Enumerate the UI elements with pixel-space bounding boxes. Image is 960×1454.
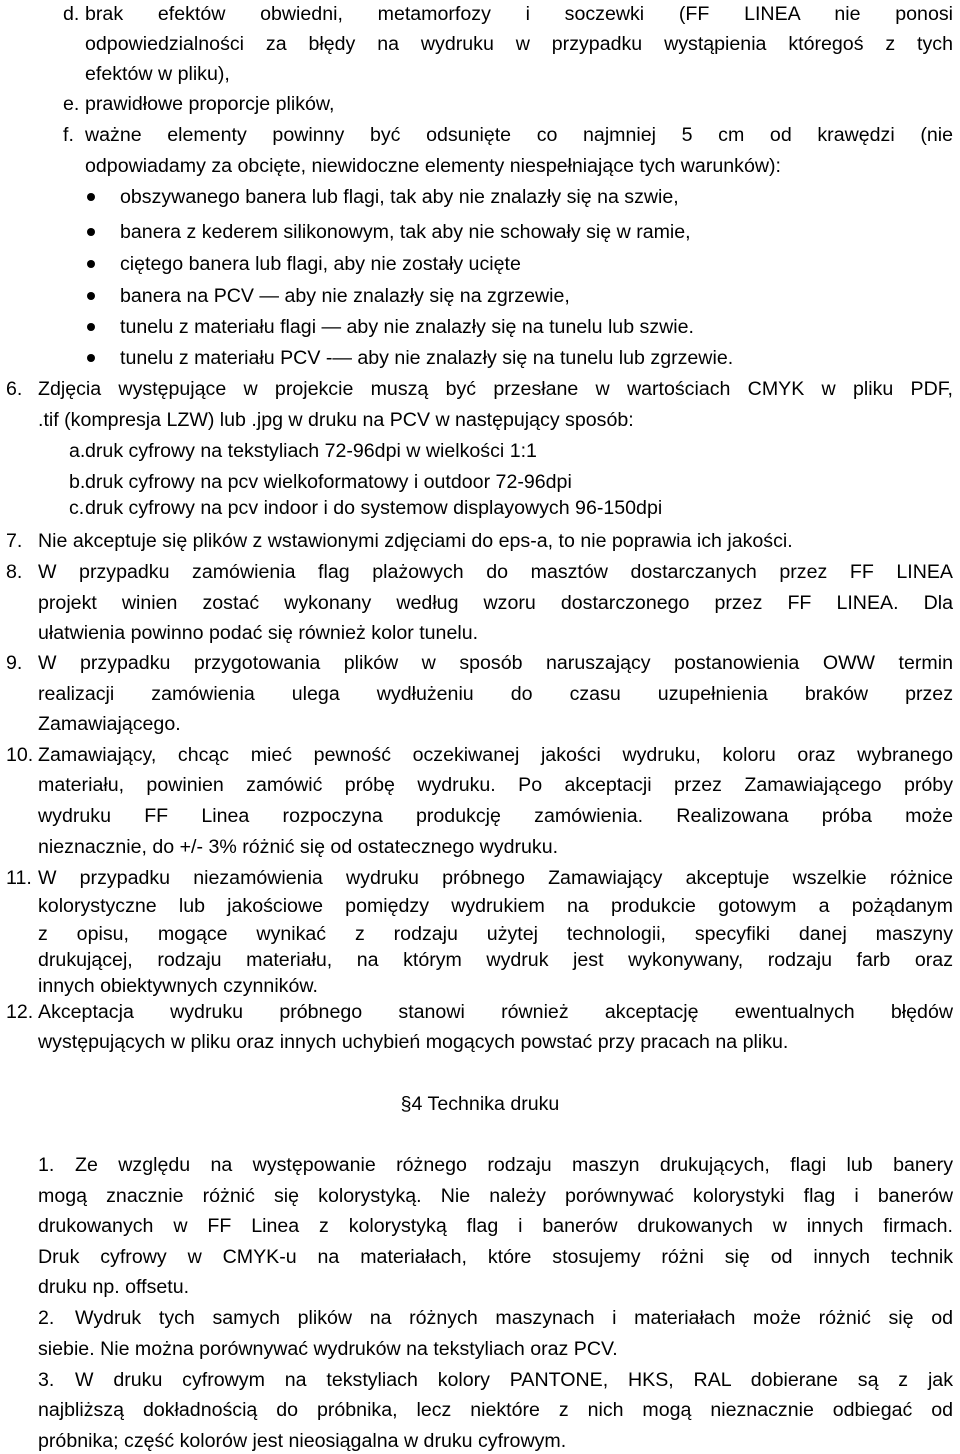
- list-item-text: odpowiedzialności za błędy na wydruku w przypadku wystąpienia któregoś z tych: [85, 33, 953, 55]
- list-item-text: odpowiadamy za obcięte, niewidoczne elementy niespełniające tych warunków):: [85, 155, 781, 177]
- item-number: 12.: [6, 1001, 34, 1023]
- item-number: 6.: [6, 378, 23, 400]
- list-item-text: brak efektów obwiedni, metamorfozy i soczewki (FF LINEA nie ponosi: [85, 3, 953, 25]
- tech-text: Druk cyfrowy w CMYK-u na materiałach, które stosujemy różni się od innych technik: [38, 1246, 953, 1268]
- item-text: wydruku FF Linea rozpoczyna produkcję zamówienia. Realizowana próba może: [38, 805, 953, 827]
- bullet-text: ciętego banera lub flagi, aby nie zostały ucięte: [120, 253, 521, 275]
- bullet-icon: [87, 323, 95, 331]
- item-text: Nie akceptuje się plików z wstawionymi zdjęciami do eps-a, to nie poprawia ich jakości.: [38, 530, 793, 552]
- item-text: projekt winien zostać wykonany według wzoru dostarczonego przez FF LINEA. Dla: [38, 592, 953, 614]
- list-marker: d.: [63, 3, 80, 25]
- item-text: Akceptacja wydruku próbnego stanowi również akceptację ewentualnych błędów: [38, 1001, 953, 1023]
- item-number: 11.: [6, 867, 32, 889]
- item-number: b.: [69, 471, 86, 493]
- tech-number: 2.: [38, 1307, 55, 1329]
- bullet-text: tunelu z materiału PCV -— aby nie znalazły się na tunelu lub zgrzewie.: [120, 347, 734, 369]
- tech-text: mogą znacznie różnić się kolorystyką. Nie należy porównywać kolorystyki flag i banerów: [38, 1185, 953, 1207]
- item-text: kolorystyczne lub jakościowe pomiędzy wydrukiem na produkcie gotowym a pożądanym: [38, 895, 953, 917]
- item-number: a.: [69, 440, 86, 462]
- bullet-text: banera na PCV — aby nie znalazły się na zgrzewie,: [120, 285, 570, 307]
- item-number: 10.: [6, 744, 34, 766]
- bullet-icon: [87, 354, 95, 362]
- tech-text: Ze względu na występowanie różnego rodzaju maszyn drukujących, flagi lub banery: [75, 1154, 953, 1176]
- item-text: materiału, powinien zamówić próbę wydruku. Po akceptacji przez Zamawiającego próby: [38, 774, 953, 796]
- list-marker: f.: [63, 124, 74, 146]
- item-text: Zamawiający, chcąc mieć pewność oczekiwanej jakości wydruku, koloru oraz wybranego: [38, 744, 953, 766]
- bullet-text: obszywanego banera lub flagi, tak aby nie znalazły się na szwie,: [120, 186, 679, 208]
- bullet-icon: [87, 228, 95, 236]
- item-text: Zamawiającego.: [38, 713, 181, 735]
- tech-text: Wydruk tych samych plików na różnych maszynach i materiałach może różnić się od: [75, 1307, 953, 1329]
- tech-text: drukowanych w FF Linea z kolorystyką flag i banerów drukowanych w innych firmach.: [38, 1215, 953, 1237]
- item-text: z opisu, mogące wynikać z rodzaju użytej technologii, specyfiki danej maszyny: [38, 923, 953, 945]
- list-marker: e.: [63, 93, 80, 115]
- tech-text: najbliższą dokładnością do próbnika, lecz niektóre z nich mogą nieznacznie odbiegać od: [38, 1399, 953, 1421]
- item-text: druk cyfrowy na pcv indoor i do systemow displayowych 96-150dpi: [85, 497, 663, 519]
- item-text: druk cyfrowy na pcv wielkoformatowy i outdoor 72-96dpi: [85, 471, 572, 493]
- item-text: innych obiektywnych czynników.: [38, 975, 318, 997]
- list-item-text: prawidłowe proporcje plików,: [85, 93, 335, 115]
- item-number: 8.: [6, 561, 23, 583]
- item-text: W przypadku zamówienia flag plażowych do masztów dostarczanych przez FF LINEA: [38, 561, 953, 583]
- bullet-text: tunelu z materiału flagi — aby nie znalazły się na tunelu lub szwie.: [120, 316, 694, 338]
- section-heading: §4 Technika druku: [400, 1093, 560, 1115]
- tech-number: 1.: [38, 1154, 55, 1176]
- item-text: Zdjęcia występujące w projekcie muszą być przesłane w wartościach CMYK w pliku PDF,: [38, 378, 953, 400]
- item-number: 7.: [6, 530, 23, 552]
- tech-text: siebie. Nie można porównywać wydruków na tekstyliach oraz PCV.: [38, 1338, 618, 1360]
- tech-text: próbnika; część kolorów jest nieosiągalna w druku cyfrowym.: [38, 1430, 567, 1452]
- item-text: występujących w pliku oraz innych uchybień mogących powstać przy pracach na pliku.: [38, 1031, 789, 1053]
- tech-number: 3.: [38, 1369, 55, 1391]
- item-text: druk cyfrowy na tekstyliach 72-96dpi w wielkości 1:1: [85, 440, 537, 462]
- item-text: .tif (kompresja LZW) lub .jpg w druku na PCV w następujący sposób:: [38, 409, 634, 431]
- bullet-icon: [87, 292, 95, 300]
- list-item-text: efektów w pliku),: [85, 63, 230, 85]
- list-item-text: ważne elementy powinny być odsunięte co najmniej 5 cm od krawędzi (nie: [85, 124, 953, 146]
- tech-text: W druku cyfrowym na tekstyliach kolory PANTONE, HKS, RAL dobierane są z jak: [75, 1369, 953, 1391]
- item-number: c.: [69, 497, 85, 519]
- item-text: drukującej, rodzaju materiału, na którym wydruk jest wykonywany, rodzaju farb oraz: [38, 949, 953, 971]
- item-text: nieznacznie, do +/- 3% różnić się od ostatecznego wydruku.: [38, 836, 559, 858]
- bullet-text: banera z kederem silikonowym, tak aby nie schowały się w ramie,: [120, 221, 691, 243]
- item-text: realizacji zamówienia ulega wydłużeniu do czasu uzupełnienia braków przez: [38, 683, 953, 705]
- item-text: W przypadku przygotowania plików w sposób naruszający postanowienia OWW termin: [38, 652, 953, 674]
- bullet-icon: [87, 260, 95, 268]
- item-text: W przypadku niezamówienia wydruku próbnego Zamawiający akceptuje wszelkie różnice: [38, 867, 953, 889]
- tech-text: druku np. offsetu.: [38, 1276, 190, 1298]
- item-number: 9.: [6, 652, 23, 674]
- bullet-icon: [87, 193, 95, 201]
- item-text: ułatwienia powinno podać się również kolor tunelu.: [38, 622, 479, 644]
